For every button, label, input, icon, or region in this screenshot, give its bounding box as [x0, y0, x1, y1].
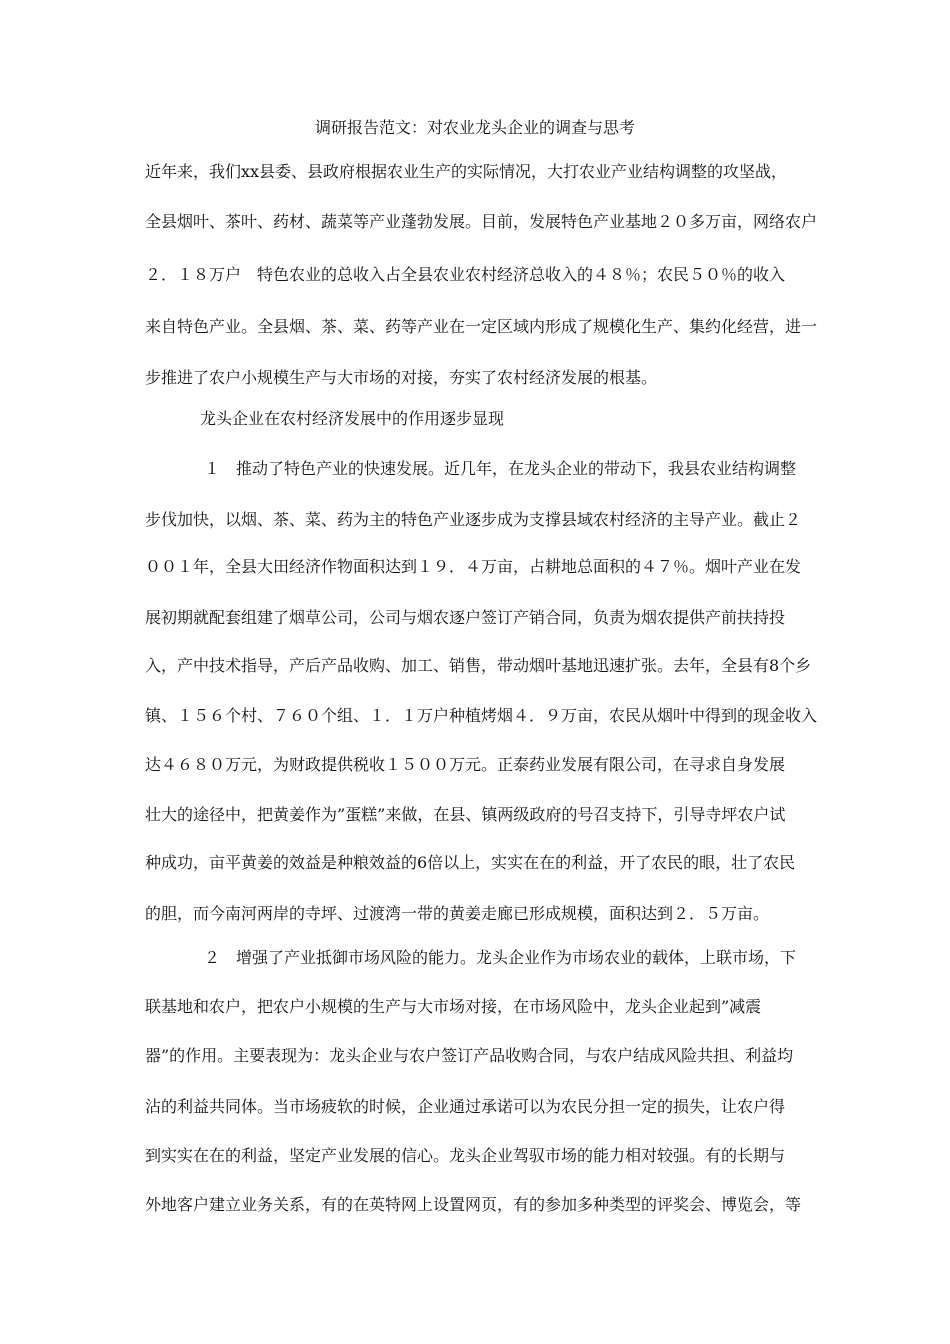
- paragraph-line: 步伐加快，以烟、茶、菜、药为主的特色产业逐步成为支撑县域农村经济的主导产业。截止２: [145, 510, 802, 529]
- paragraph-line: 到实实在在的利益，坚定产业发展的信心。龙头企业驾驭市场的能力相对较强。有的长期与: [145, 1146, 786, 1165]
- paragraph-line: 步推进了农户小规模生产与大市场的对接，夯实了农村经济发展的根基。: [145, 368, 658, 387]
- paragraph-line: 的胆，而今南河两岸的寺坪、过渡湾一带的黄姜走廊已形成规模，面积达到２．５万亩。: [145, 904, 770, 923]
- paragraph-line: 沾的利益共同体。当市场疲软的时候，企业通过承诺可以为农民分担一定的损失，让农户得: [145, 1097, 786, 1116]
- paragraph-line: 镇、１５６个村、７６０个组、１．１万户种植烤烟４．９万亩，农民从烟叶中得到的现金收入: [145, 706, 818, 725]
- paragraph-line: 种成功，亩平黄姜的效益是种粮效益的6倍以上，实实在在的利益，开了农民的眼，壮了农民: [145, 853, 796, 872]
- paragraph-line: 展初期就配套组建了烟草公司，公司与烟农逐户签订产销合同，负责为烟农提供产前扶持投: [145, 608, 786, 627]
- paragraph-line: 外地客户建立业务关系，有的在英特网上设置网页，有的参加多种类型的评奖会、博览会，等: [145, 1195, 802, 1214]
- section-heading: 龙头企业在农村经济发展中的作用逐步显现: [200, 409, 505, 428]
- paragraph-line: 近年来，我们xx县委、县政府根据农业生产的实际情况，大打农业产业结构调整的攻坚战，: [145, 162, 788, 181]
- paragraph-line: 入，产中技术指导，产后产品收购、加工、销售，带动烟叶基地迅速扩张。去年，全县有8个乡: [145, 656, 812, 675]
- document-title: 调研报告范文：对农业龙头企业的调查与思考: [314, 118, 635, 137]
- paragraph-line: ２ 增强了产业抵御市场风险的能力。龙头企业作为市场农业的载体，上联市场，下: [204, 948, 797, 967]
- paragraph-line: 达４６８０万元，为财政提供税收１５００万元。正泰药业发展有限公司，在寻求自身发展: [145, 755, 786, 774]
- paragraph-line: 壮大的途径中，把黄姜作为”蛋糕”来做，在县、镇两级政府的号召支持下，引导寺坪农户试: [145, 805, 786, 824]
- paragraph-line: ２．１８万户 特色农业的总收入占全县农业农村经济总收入的４８％；农民５０％的收入: [145, 265, 786, 284]
- paragraph-line: ００１年，全县大田经济作物面积达到１９．４万亩，占耕地总面积的４７％。烟叶产业在发: [145, 557, 802, 576]
- paragraph-line: 来自特色产业。全县烟、茶、菜、药等产业在一定区域内形成了规模化生产、集约化经营，进一: [145, 317, 818, 336]
- paragraph-line: 联基地和农户，把农户小规模的生产与大市场对接，在市场风险中，龙头企业起到”减震: [145, 997, 762, 1016]
- paragraph-line: 全县烟叶、茶叶、药材、蔬菜等产业蓬勃发展。目前，发展特色产业基地２０多万亩，网络农户: [145, 212, 818, 231]
- paragraph-line: 器”的作用。主要表现为：龙头企业与农户签订产品收购合同，与农户结成风险共担、利益均: [145, 1046, 794, 1065]
- paragraph-line: １ 推动了特色产业的快速发展。近几年，在龙头企业的带动下，我县农业结构调整: [204, 459, 797, 478]
